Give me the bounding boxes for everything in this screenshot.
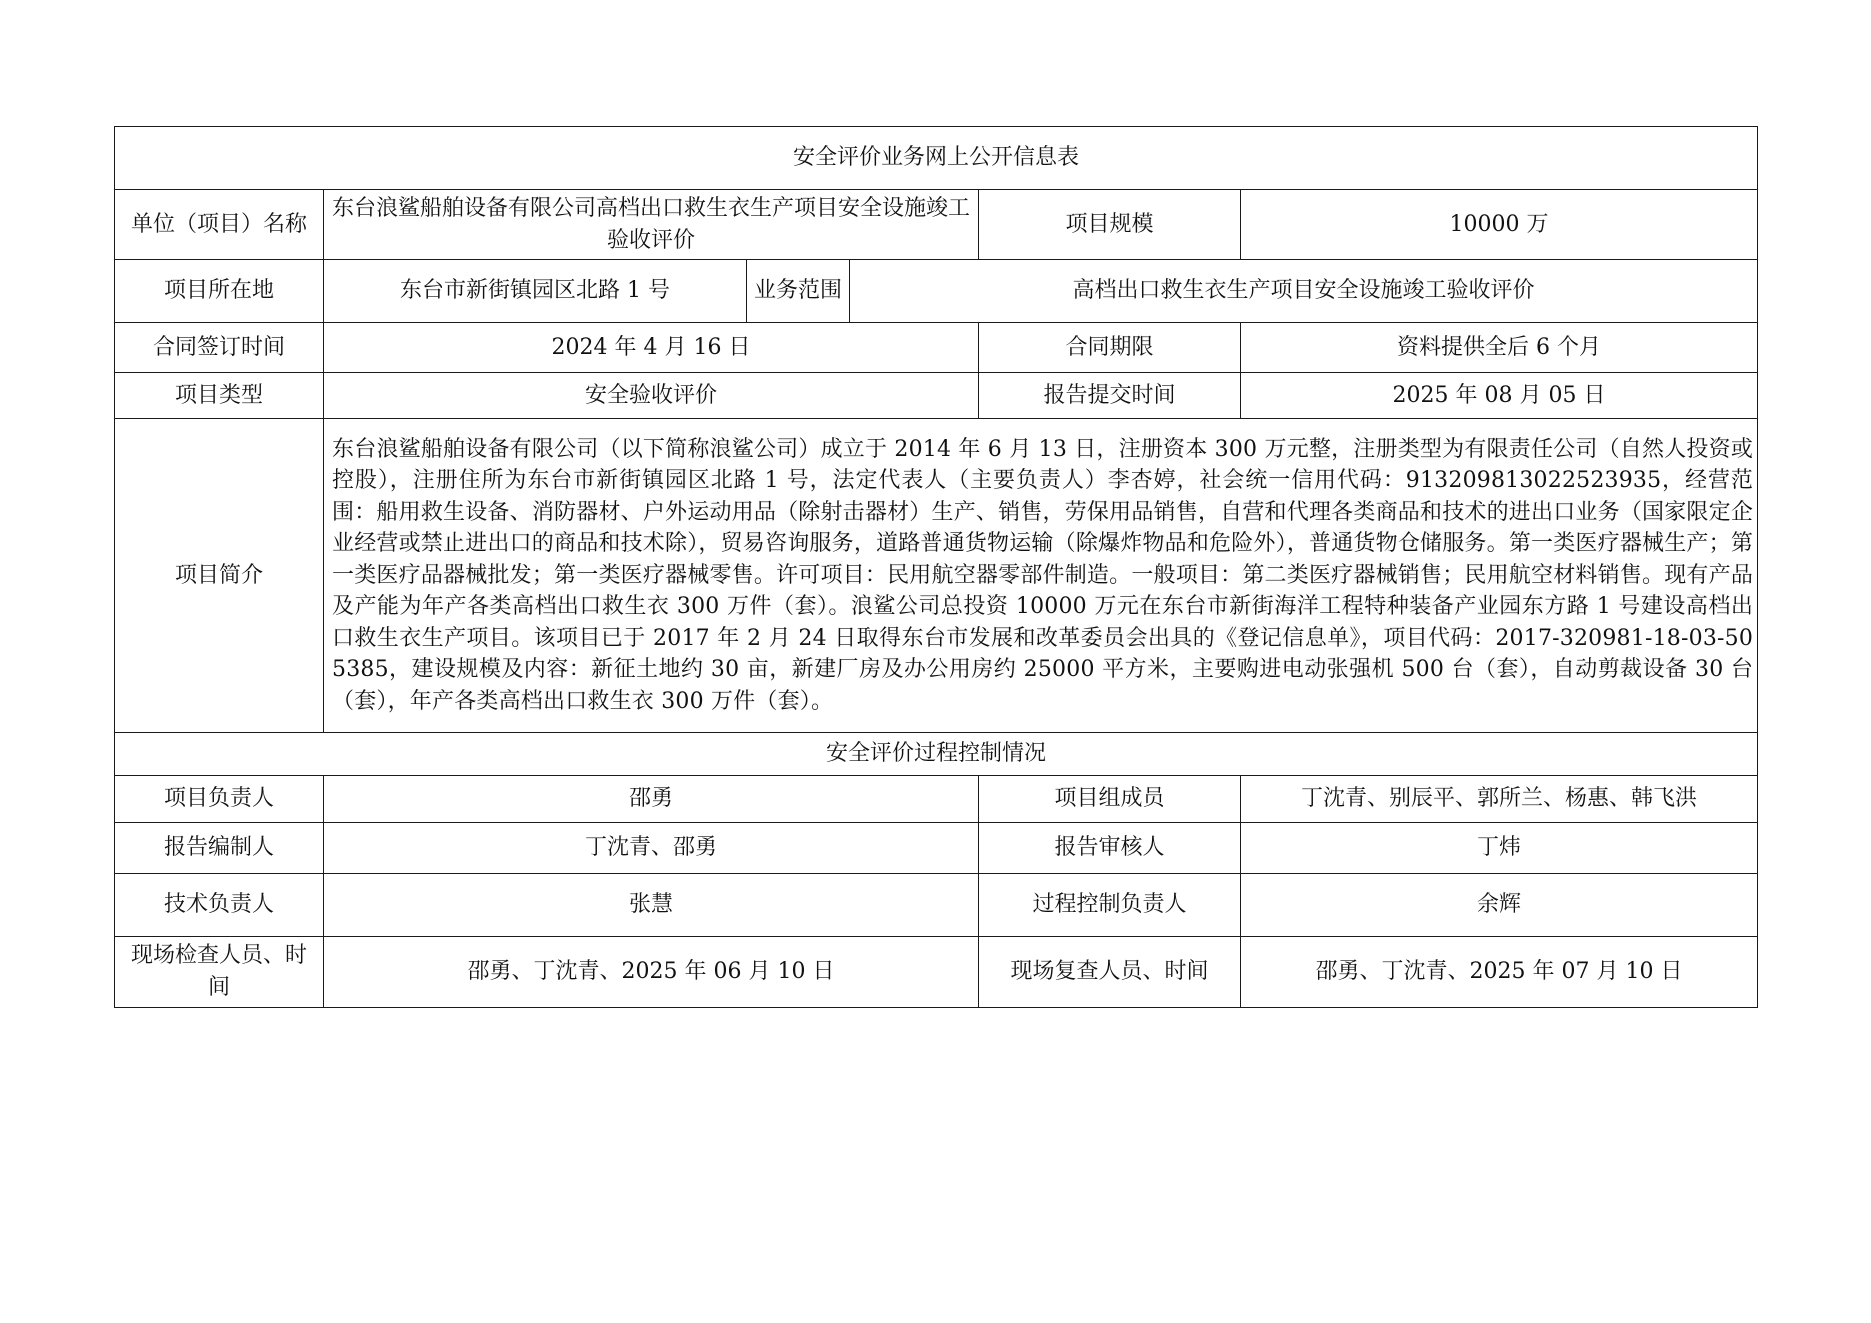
tech-row xyxy=(115,874,1758,937)
process-control-value: 余辉 xyxy=(1241,874,1758,937)
project-lead-label: 项目负责人 xyxy=(115,776,324,823)
contract-row xyxy=(115,323,1758,373)
unit-name-value: 东台浪鲨船舶设备有限公司高档出口救生衣生产项目安全设施竣工验收评价 xyxy=(324,190,979,260)
location-value: 东台市新街镇园区北路 1 号 xyxy=(324,260,747,323)
report-submit-label: 报告提交时间 xyxy=(979,373,1241,419)
site-recheck-label: 现场复查人员、时间 xyxy=(979,937,1241,1008)
table-title-row xyxy=(115,127,1758,190)
location-row xyxy=(115,260,1758,323)
report-reviewer-value: 丁炜 xyxy=(1241,823,1758,874)
site-recheck-value: 邵勇、丁沈青、2025 年 07 月 10 日 xyxy=(1241,937,1758,1008)
unit-name-label: 单位（项目）名称 xyxy=(115,190,324,260)
site-inspection-value: 邵勇、丁沈青、2025 年 06 月 10 日 xyxy=(324,937,979,1008)
project-scale-label: 项目规模 xyxy=(979,190,1241,260)
project-type-value: 安全验收评价 xyxy=(324,373,979,419)
table-title: 安全评价业务网上公开信息表 xyxy=(115,127,1758,190)
section-title: 安全评价过程控制情况 xyxy=(115,733,1758,776)
project-scale-value: 10000 万 xyxy=(1241,190,1758,260)
tech-lead-label: 技术负责人 xyxy=(115,874,324,937)
project-lead-value: 邵勇 xyxy=(324,776,979,823)
tech-lead-value: 张慧 xyxy=(324,874,979,937)
team-members-label: 项目组成员 xyxy=(979,776,1241,823)
project-lead-row xyxy=(115,776,1758,823)
section-title-row xyxy=(115,733,1758,776)
intro-text: 东台浪鲨船舶设备有限公司（以下简称浪鲨公司）成立于 2014 年 6 月 13 日，注册资本 300 万元整，注册类型为有限责任公司（自然人投资或控股），注册住所为东台市新街镇园区北路 1 号，法定代表人（主要负责人）李杏婷，社会统一信用代码：913209813022523935，经营范围：船用救生设备、消防器材、户外运动用品（除射击器材）生产、销售，劳保用品销售，自营和代理各类商品和技术的进出口业务（国家限定企业经营或禁止进出口的商品和技术除），贸易咨询服务，道路普通货物运输（除爆炸物品和危险外），普通货物仓储服务。第一类医疗器械生产；第一类医疗品器械批发；第一类医疗器械零售。许可项目：民用航空器零部件制造。一般项目：第二类医疗器械销售；民用航空材料销售。现有产品及产能为年产各类高档出口救生衣 300 万件（套）。浪鲨公司总投资 10000 万元在东台市新街海洋工程特种装备产业园东方路 1 号建设高档出口救生衣生产项目。该项目已于 2017 年 2 月 24 日取得东台市发展和改革委员会出具的《登记信息单》，项目代码：2017-320981-18-03-505385，建设规模及内容：新征土地约 30 亩，新建厂房及办公用房约 25000 平方米，主要购进电动张强机 500 台（套），自动剪裁设备 30 台（套），年产各类高档出口救生衣 300 万件（套）。 xyxy=(324,419,1758,733)
site-inspection-label: 现场检查人员、时间 xyxy=(115,937,324,1008)
project-type-label: 项目类型 xyxy=(115,373,324,419)
unit-name-row xyxy=(115,190,1758,260)
report-submit-value: 2025 年 08 月 05 日 xyxy=(1241,373,1758,419)
contract-date-label: 合同签订时间 xyxy=(115,323,324,373)
process-control-label: 过程控制负责人 xyxy=(979,874,1241,937)
site-row xyxy=(115,937,1758,1008)
public-info-table xyxy=(114,126,1758,1008)
project-type-row xyxy=(115,373,1758,419)
report-row xyxy=(115,823,1758,874)
location-label: 项目所在地 xyxy=(115,260,324,323)
contract-date-value: 2024 年 4 月 16 日 xyxy=(324,323,979,373)
report-reviewer-label: 报告审核人 xyxy=(979,823,1241,874)
team-members-value: 丁沈青、别辰平、郭所兰、杨惠、韩飞洪 xyxy=(1241,776,1758,823)
intro-row xyxy=(115,419,1758,733)
report-author-value: 丁沈青、邵勇 xyxy=(324,823,979,874)
business-scope-value: 高档出口救生衣生产项目安全设施竣工验收评价 xyxy=(850,260,1758,323)
report-author-label: 报告编制人 xyxy=(115,823,324,874)
contract-term-value: 资料提供全后 6 个月 xyxy=(1241,323,1758,373)
business-scope-label: 业务范围 xyxy=(747,260,850,323)
contract-term-label: 合同期限 xyxy=(979,323,1241,373)
intro-label: 项目简介 xyxy=(115,419,324,733)
